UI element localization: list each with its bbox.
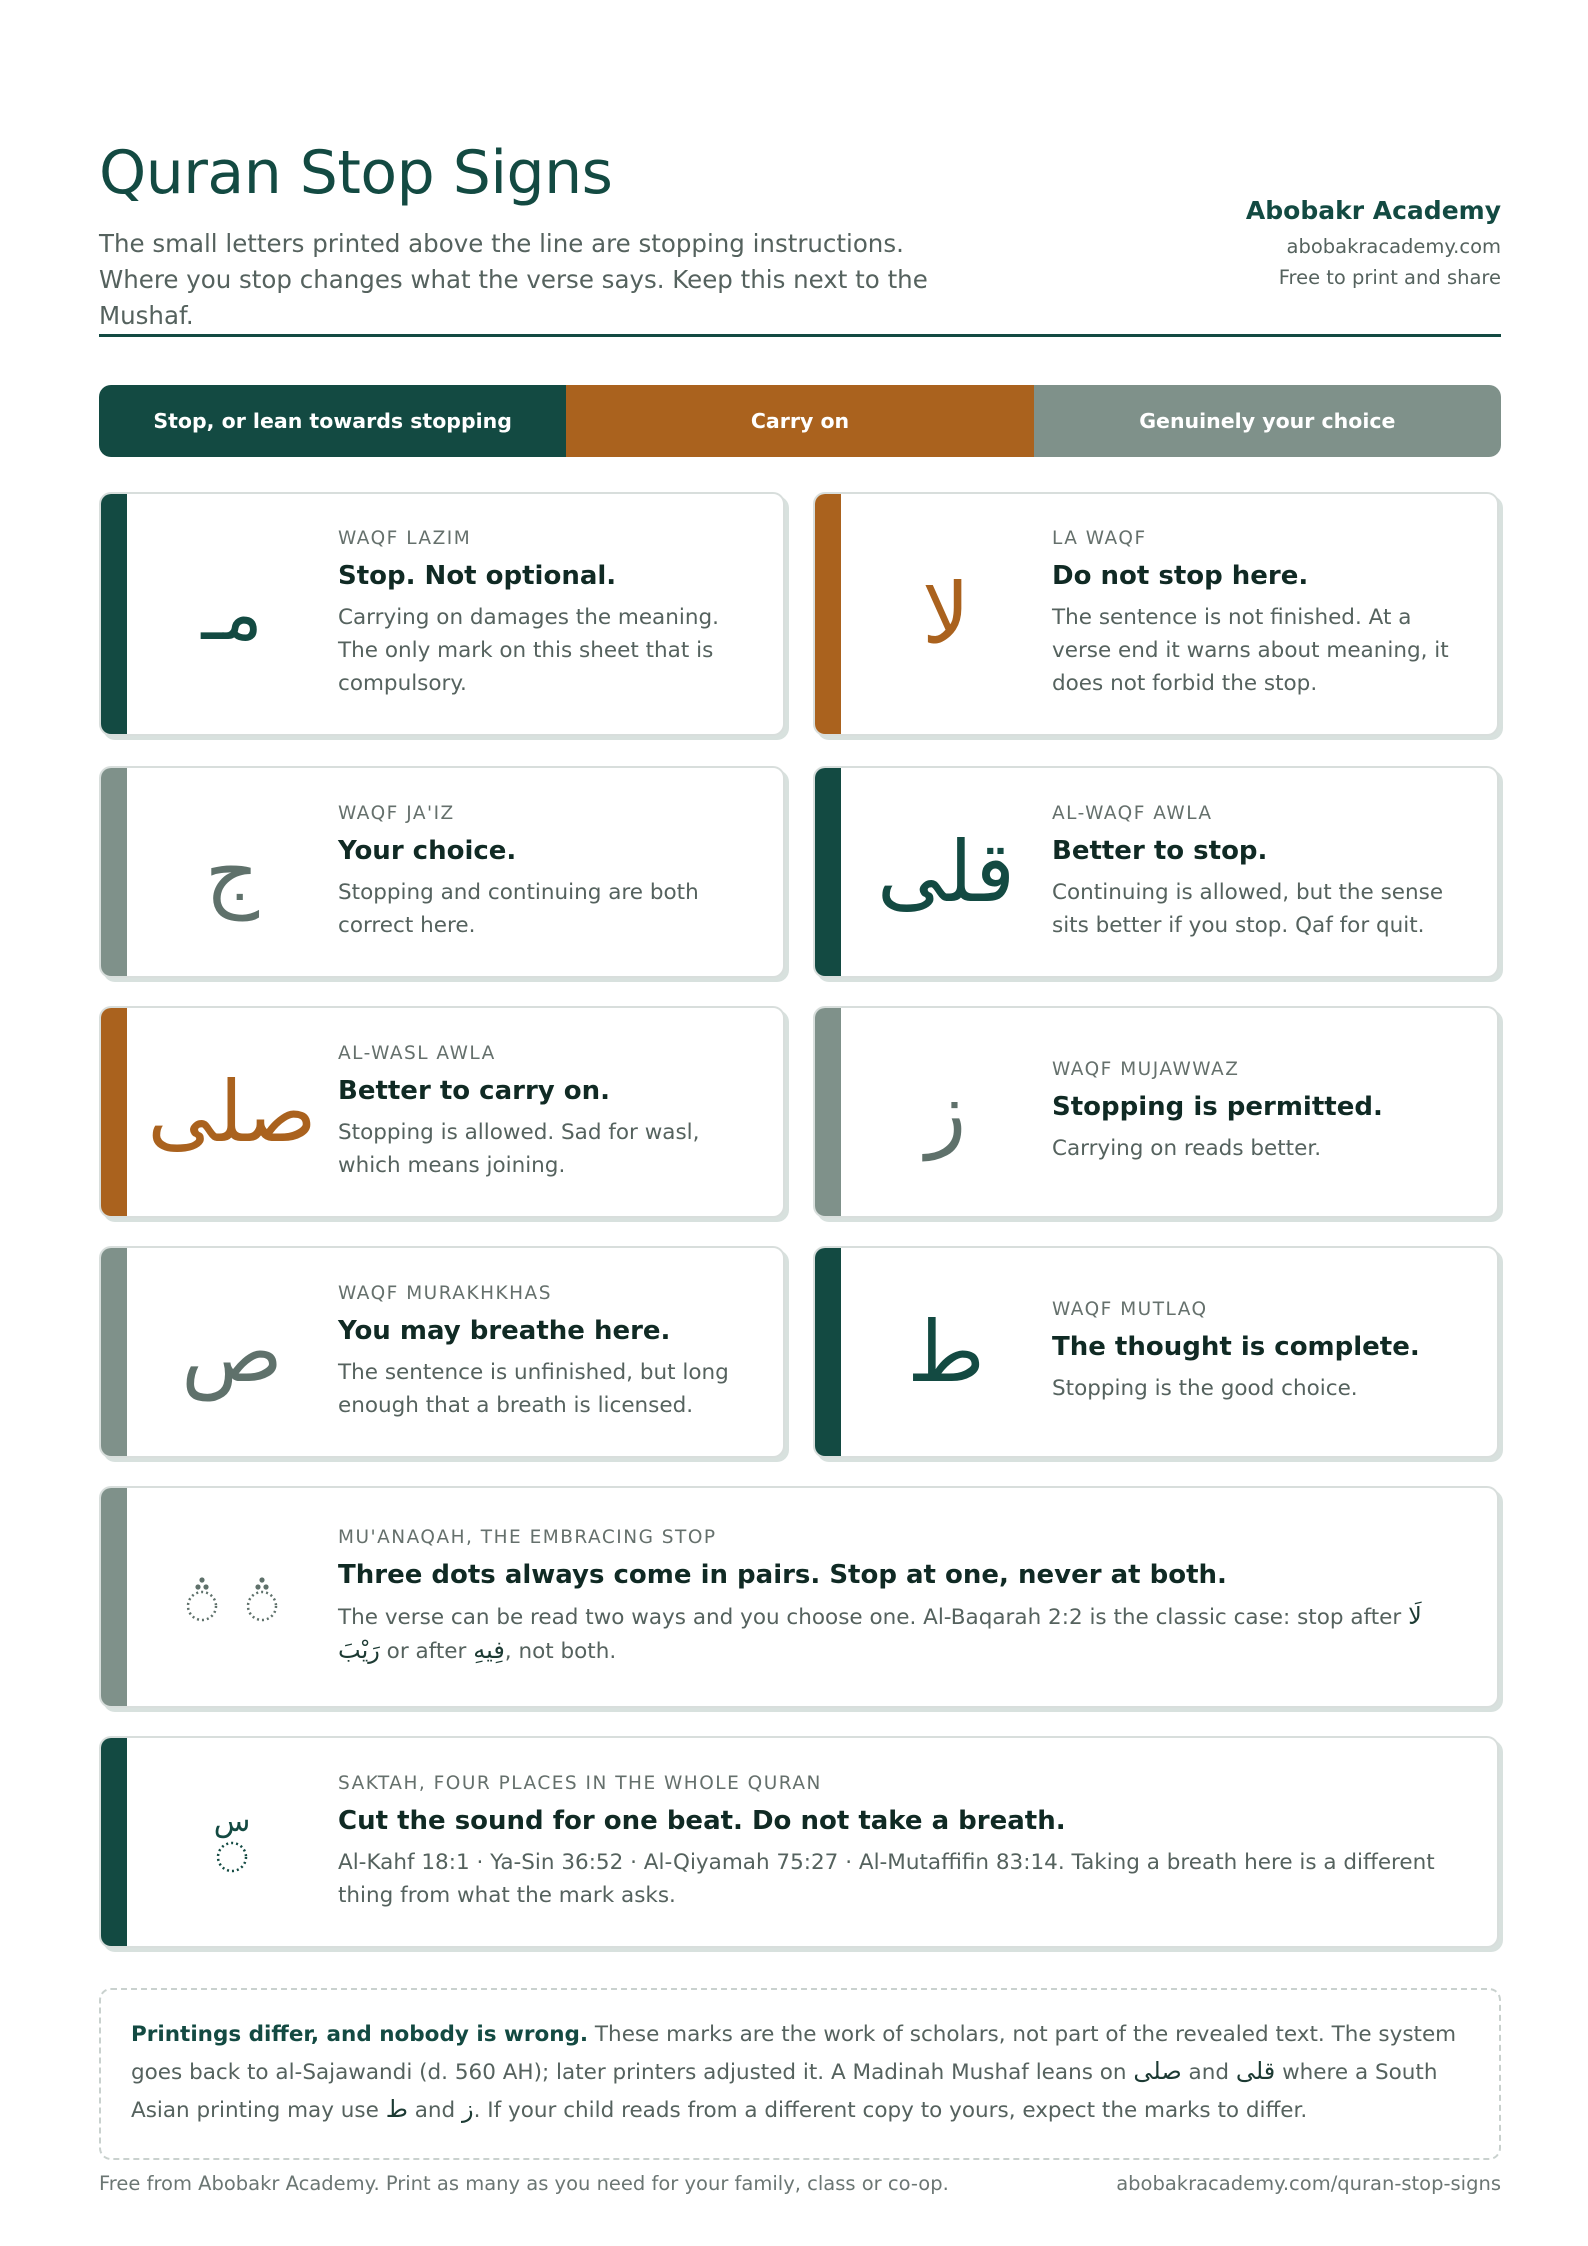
card-la-waqf [813, 492, 1499, 736]
stop-mark-icon: ج [204, 823, 260, 921]
three-dots-pair-icon [127, 1488, 337, 1706]
card-heading: Stop. Not optional. [338, 561, 617, 591]
card-waqf-mutlaq [813, 1246, 1499, 1458]
card-heading: Cut the sound for one beat. Do not take a breath. [338, 1805, 1066, 1836]
card-heading: Three dots always come in pairs. Stop at one, never at both. [338, 1559, 1227, 1590]
card-description: Carrying on damages the meaning. The only mark on this sheet that is compulsory. [338, 605, 719, 696]
card-description: The verse can be read two ways and you choose one. Al-Baqarah 2:2 is the classic case: stop after لَا رَيْبَ or after فِيهِ, not both. [338, 1601, 1422, 1664]
card-saktah [99, 1736, 1499, 1948]
card-description: The sentence is not finished. At a verse end it warns about meaning, it does not forbid the stop. [1052, 605, 1449, 696]
card-muanaqah [99, 1486, 1499, 1708]
card-heading: The thought is complete. [1052, 1332, 1420, 1362]
card-description: Continuing is allowed, but the sense sits better if you stop. Qaf for quit. [1052, 879, 1444, 938]
brand-name: Abobakr Academy [1245, 196, 1501, 225]
arabic-phrase: فِيهِ [473, 1635, 505, 1664]
card-label: SAKTAH, FOUR PLACES IN THE WHOLE QURAN [338, 1772, 822, 1794]
card-label: MU'ANAQAH, THE EMBRACING STOP [338, 1526, 717, 1548]
header-divider [99, 334, 1501, 337]
arabic-mark: ط [385, 2095, 408, 2123]
card-heading: Better to stop. [1052, 835, 1268, 866]
category-bar [101, 1008, 127, 1216]
footer-link[interactable]: abobakracademy.com/quran-stop-signs [1116, 2172, 1501, 2195]
category-bar [815, 494, 841, 734]
arabic-mark: صلى [1133, 2057, 1182, 2085]
card-al-waqf-awla [813, 766, 1499, 978]
card-description: Stopping and continuing are both correct here. [338, 879, 699, 938]
card-waqf-jaiz [99, 766, 785, 978]
card-heading: You may breathe here. [338, 1315, 671, 1346]
category-bar [101, 1738, 127, 1946]
stop-mark-icon: ص [181, 1303, 283, 1401]
card-al-wasl-awla [99, 1006, 785, 1218]
card-label: WAQF JA'IZ [338, 802, 455, 824]
printing-note: Printings differ, and nobody is wrong. These marks are the work of scholars, not part of the revealed text. The system goes back to al-Sajawandi (d. 560 AH); later printers adjusted it. A Madinah Mushaf leans on صلى and قلى where a South Asian printing may use ط and ز. If your child reads from a different copy to yours, expect the marks to differ. [99, 1988, 1501, 2160]
card-label: AL-WASL AWLA [338, 1042, 496, 1064]
card-description: Stopping is the good choice. [1052, 1376, 1358, 1401]
note-lead: Printings differ, and nobody is wrong. [131, 2022, 589, 2047]
stop-mark-icon: مـ [201, 571, 263, 657]
card-label: LA WAQF [1052, 528, 1147, 549]
saktah-mark-icon [127, 1738, 337, 1946]
category-bar [101, 768, 127, 976]
embracing-stop-dots-icon [177, 1562, 287, 1632]
page-subtitle: The small letters printed above the line are stopping instructions. Where you stop changes what the verse says. Keep this next to the Mushaf. [99, 229, 928, 330]
color-legend [99, 385, 1501, 457]
brand-note: Free to print and share [1278, 266, 1501, 289]
card-description: The sentence is unfinished, but long enough that a breath is licensed. [338, 1359, 729, 1418]
arabic-mark: ز [462, 2095, 474, 2123]
page [99, 0, 1501, 2246]
sin-letter: س [213, 1804, 251, 1839]
card-label: WAQF MUJAWWAZ [1052, 1059, 1240, 1080]
card-description: Stopping is allowed. Sad for wasl, which means joining. [338, 1119, 700, 1178]
category-bar [101, 1248, 127, 1456]
card-waqf-murakhkhas [99, 1246, 785, 1458]
footer-left: Free from Abobakr Academy. Print as many as you need for your family, class or co-op. [99, 2172, 949, 2195]
card-label: WAQF LAZIM [338, 528, 472, 549]
legend-stop: Stop, or lean towards stopping [99, 385, 566, 457]
card-waqf-lazim [99, 492, 785, 736]
stop-mark-icon: ط [907, 1303, 985, 1401]
card-heading: Stopping is permitted. [1052, 1092, 1383, 1122]
stop-mark-icon: ز [925, 1063, 967, 1161]
card-heading: Do not stop here. [1052, 561, 1309, 591]
category-bar [815, 1248, 841, 1456]
card-label: AL-WAQF AWLA [1052, 802, 1213, 824]
legend-choice: Genuinely your choice [1034, 385, 1501, 457]
card-heading: Your choice. [338, 835, 517, 866]
card-label: WAQF MURAKHKHAS [338, 1282, 552, 1304]
brand-block [1246, 196, 1501, 289]
legend-carry: Carry on [566, 385, 1033, 457]
card-waqf-mujawwaz [813, 1006, 1499, 1218]
dotted-circle-icon [212, 1837, 252, 1877]
category-bar [815, 1008, 841, 1216]
card-label: WAQF MUTLAQ [1052, 1299, 1208, 1320]
arabic-phrase: لَا رَيْبَ [338, 1601, 1422, 1664]
arabic-mark: قلى [1235, 2057, 1276, 2085]
stop-mark-icon: قلى [877, 823, 1015, 921]
category-bar [815, 768, 841, 976]
page-title: Quran Stop Signs [99, 138, 613, 208]
brand-site[interactable]: abobakracademy.com [1286, 235, 1501, 258]
category-bar [101, 1488, 127, 1706]
stop-mark-icon: صلى [147, 1063, 317, 1161]
stop-mark-icon: لا [922, 565, 970, 663]
card-description: Al-Kahf 18:1 · Ya-Sin 36:52 · Al-Qiyamah 75:27 · Al-Mutaffifin 83:14. Taking a breath here is a different thing from what the mark asks. [338, 1849, 1435, 1908]
category-bar [101, 494, 127, 734]
card-description: Carrying on reads better. [1052, 1136, 1322, 1161]
card-heading: Better to carry on. [338, 1075, 611, 1106]
